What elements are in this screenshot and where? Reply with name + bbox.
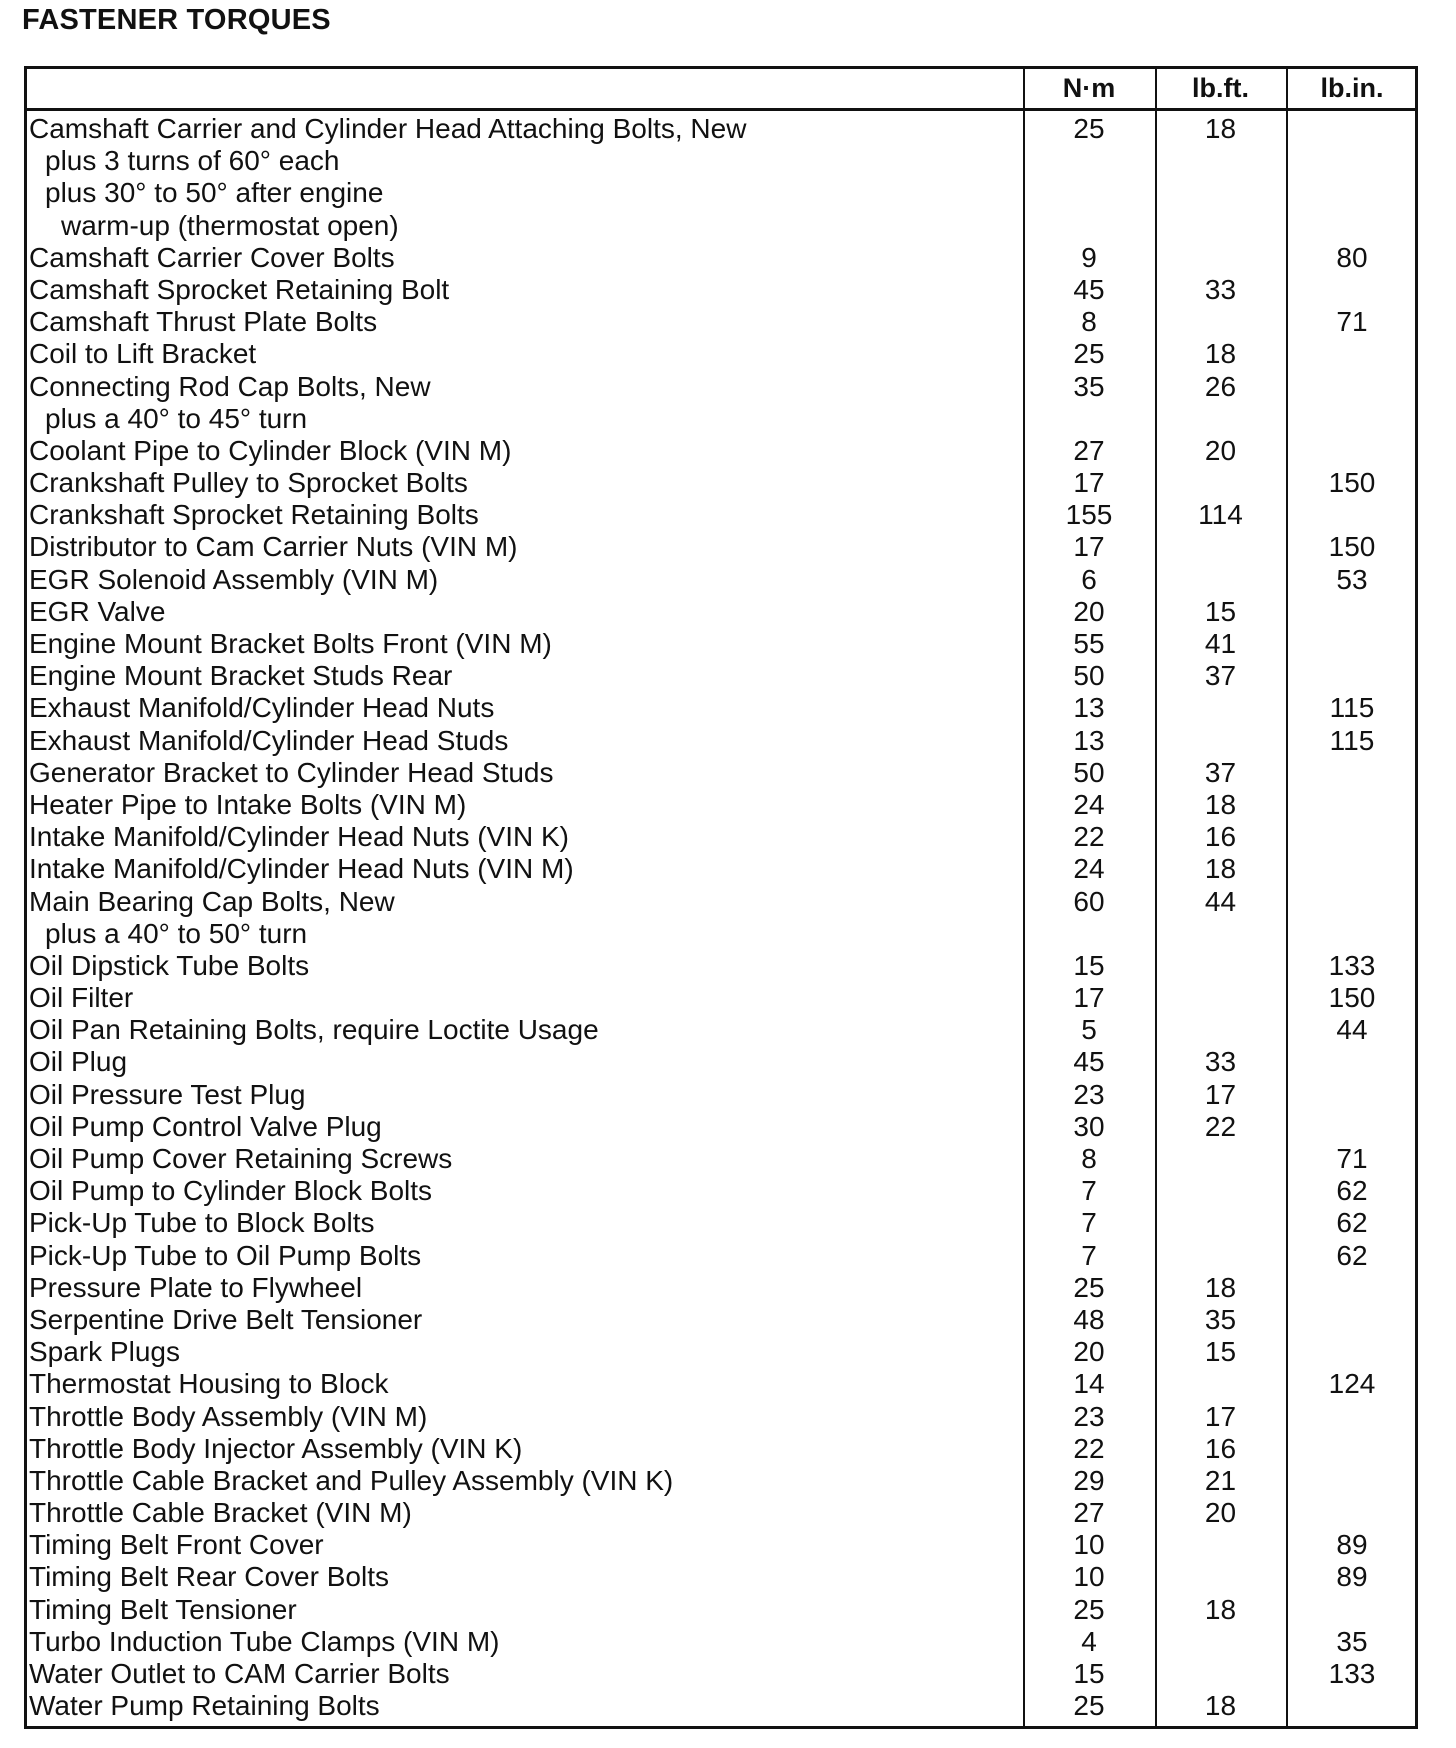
row-lbin-value: 62 [1336,1175,1368,1207]
row-lbft-value: 18 [1204,1690,1237,1722]
row-description: Oil Pan Retaining Bolts, require Loctite Usage [29,1014,599,1046]
row-description: Oil Pump Cover Retaining Screws [29,1143,453,1174]
row-lbft-value: 18 [1204,113,1237,144]
table-row [27,853,1415,885]
row-nm-value: 23 [1073,1400,1105,1432]
row-nm-value: 25 [1073,338,1105,370]
row-lbin-value: 150 [1328,467,1376,499]
row-description: Timing Belt Tensioner [29,1593,297,1625]
row-nm-value: 24 [1073,788,1105,820]
row-description: Throttle Cable Bracket (VIN M) [29,1497,412,1529]
table-row [27,210,1415,242]
row-nm-value: 10 [1073,1529,1105,1561]
table-row [27,306,1415,338]
row-nm-value: 155 [1065,499,1113,531]
row-lbft-value: 26 [1204,370,1237,402]
row-lbft-value: 16 [1204,821,1237,853]
row-lbft-value: 37 [1204,660,1237,692]
row-nm-value: 6 [1081,563,1097,595]
row-description: Engine Mount Bracket Bolts Front (VIN M) [29,628,552,659]
row-lbin-value: 44 [1336,1014,1368,1046]
table-row [27,403,1415,435]
row-nm-value: 27 [1073,434,1105,466]
row-nm-value: 9 [1081,241,1097,273]
row-description: plus a 40° to 50° turn [45,917,308,949]
row-description: Throttle Cable Bracket and Pulley Assembly (VIN K) [29,1464,674,1496]
row-description: Spark Plugs [29,1336,180,1368]
table-row [27,338,1415,370]
row-lbin-value: 71 [1336,306,1368,338]
table-row [27,1111,1415,1143]
row-description: plus 3 turns of 60° each [45,145,340,177]
row-nm-value: 8 [1081,306,1097,338]
row-description: Connecting Rod Cap Bolts, New [29,370,431,402]
row-lbin-value: 62 [1336,1207,1368,1239]
table-row [27,1626,1415,1658]
row-nm-value: 4 [1081,1625,1097,1657]
table-row [27,1529,1415,1561]
row-description: Exhaust Manifold/Cylinder Head Studs [29,724,509,756]
table-row [27,692,1415,724]
table-row [27,467,1415,499]
row-lbin-value: 150 [1328,982,1376,1014]
row-description: Timing Belt Rear Cover Bolts [29,1561,389,1593]
row-description: Turbo Induction Tube Clamps (VIN M) [29,1625,500,1657]
table-row [27,596,1415,628]
row-lbft-value: 114 [1198,499,1243,531]
row-lbin-value: 62 [1336,1239,1368,1271]
row-description: Camshaft Sprocket Retaining Bolt [29,273,450,305]
row-nm-value: 5 [1081,1014,1097,1046]
table-row [27,725,1415,757]
row-description: Pick-Up Tube to Oil Pump Bolts [29,1239,422,1271]
row-lbft-value: 15 [1204,1336,1237,1368]
row-nm-value: 45 [1073,1046,1105,1078]
row-nm-value: 17 [1073,531,1105,563]
row-description: warm-up (thermostat open) [61,209,399,241]
row-nm-value: 15 [1073,1658,1105,1689]
row-description: Coil to Lift Bracket [29,338,257,370]
row-lbin-value: 71 [1336,1143,1368,1174]
row-nm-value: 13 [1073,724,1105,756]
row-nm-value: 30 [1073,1110,1105,1142]
table-row [27,628,1415,660]
table-row [27,1561,1415,1593]
table-row [27,1368,1415,1400]
row-lbin-value: 89 [1336,1561,1368,1593]
row-lbin-value: 53 [1336,563,1368,595]
table-row [27,145,1415,177]
row-nm-value: 50 [1073,660,1105,692]
row-description: Crankshaft Pulley to Sprocket Bolts [29,467,468,499]
row-description: Thermostat Housing to Block [29,1368,389,1400]
table-row [27,1240,1415,1272]
table-row [27,1304,1415,1336]
row-lbft-value: 18 [1204,853,1237,885]
table-row [27,531,1415,563]
table-row [27,821,1415,853]
row-description: Pressure Plate to Flywheel [29,1271,363,1303]
row-lbin-value: 150 [1328,531,1376,563]
table-row [27,1143,1415,1175]
table-row [27,1272,1415,1304]
row-description: Oil Pump Control Valve Plug [29,1110,382,1142]
row-nm-value: 17 [1073,467,1105,499]
table-row [27,789,1415,821]
row-description: Oil Dipstick Tube Bolts [29,949,310,981]
table-row [27,660,1415,692]
torque-table [24,66,1418,1729]
row-nm-value: 24 [1073,853,1105,885]
row-lbin-value: 124 [1328,1368,1376,1400]
table-row [27,886,1415,918]
row-nm-value: 15 [1073,949,1105,981]
row-lbft-value: 22 [1204,1110,1237,1142]
row-lbft-value: 15 [1204,595,1237,627]
row-description: Camshaft Thrust Plate Bolts [29,306,378,338]
row-description: Water Outlet to CAM Carrier Bolts [29,1658,450,1689]
row-nm-value: 25 [1073,1593,1105,1625]
table-row [27,371,1415,403]
row-description: Heater Pipe to Intake Bolts (VIN M) [29,788,467,820]
row-lbin-value: 89 [1336,1529,1368,1561]
row-nm-value: 25 [1073,1271,1105,1303]
table-row [27,1079,1415,1111]
row-description: Camshaft Carrier and Cylinder Head Attaching Bolts, New [29,113,747,144]
row-nm-value: 29 [1073,1464,1105,1496]
row-nm-value: 50 [1073,756,1105,788]
row-nm-value: 7 [1081,1239,1097,1271]
row-nm-value: 22 [1073,1432,1105,1464]
row-description: EGR Solenoid Assembly (VIN M) [29,563,439,595]
row-nm-value: 7 [1081,1175,1097,1207]
table-row [27,1046,1415,1078]
row-description: Intake Manifold/Cylinder Head Nuts (VIN M) [29,853,574,885]
row-nm-value: 13 [1073,692,1105,724]
row-description: Exhaust Manifold/Cylinder Head Nuts [29,692,495,724]
column-header-lbin: lb.in. [1320,73,1384,103]
row-description: Timing Belt Front Cover [29,1529,324,1561]
row-description: Throttle Body Assembly (VIN M) [29,1400,428,1432]
row-nm-value: 20 [1073,595,1105,627]
row-nm-value: 25 [1073,113,1105,144]
row-description: Main Bearing Cap Bolts, New [29,885,395,917]
row-nm-value: 17 [1073,982,1105,1014]
row-lbft-value: 18 [1204,1271,1237,1303]
row-lbin-value: 115 [1329,692,1375,724]
row-lbft-value: 35 [1204,1303,1237,1335]
table-row [27,242,1415,274]
row-lbft-value: 18 [1204,788,1237,820]
row-lbft-value: 44 [1204,885,1237,917]
row-nm-value: 27 [1073,1497,1105,1529]
row-description: Oil Pressure Test Plug [29,1078,306,1110]
row-lbft-value: 33 [1204,273,1237,305]
row-lbft-value: 20 [1204,434,1237,466]
table-row [27,499,1415,531]
row-nm-value: 48 [1073,1303,1105,1335]
row-description: Oil Plug [29,1046,128,1078]
table-row [27,177,1415,209]
row-lbin-value: 35 [1336,1625,1368,1657]
column-header-lbft: lb.ft. [1192,73,1249,103]
table-row [27,950,1415,982]
table-row [27,757,1415,789]
row-lbft-value: 37 [1204,756,1237,788]
row-nm-value: 20 [1073,1336,1105,1368]
row-nm-value: 8 [1081,1143,1097,1174]
table-row [27,1401,1415,1433]
table-row [27,1497,1415,1529]
table-body [27,113,1415,1722]
header-divider [27,108,1415,111]
row-nm-value: 60 [1073,885,1105,917]
table-row [27,1465,1415,1497]
row-description: Intake Manifold/Cylinder Head Nuts (VIN K) [29,821,569,853]
row-nm-value: 35 [1073,370,1105,402]
row-lbft-value: 16 [1204,1432,1237,1464]
row-nm-value: 45 [1073,273,1105,305]
row-lbin-value: 133 [1328,949,1376,981]
table-row [27,1690,1415,1722]
row-description: EGR Valve [29,595,166,627]
row-description: plus 30° to 50° after engine [45,177,384,209]
table-row [27,1207,1415,1239]
row-lbft-value: 41 [1204,628,1237,659]
table-row [27,1014,1415,1046]
table-row [27,982,1415,1014]
row-lbft-value: 18 [1204,1593,1237,1625]
table-row [27,1433,1415,1465]
table-row [27,435,1415,467]
row-description: Pick-Up Tube to Block Bolts [29,1207,375,1239]
table-row [27,918,1415,950]
row-lbin-value: 115 [1329,724,1375,756]
column-header-nm: N·m [1062,73,1116,103]
row-nm-value: 22 [1073,821,1105,853]
row-nm-value: 14 [1073,1368,1105,1400]
row-description: Serpentine Drive Belt Tensioner [29,1303,423,1335]
row-lbft-value: 17 [1204,1400,1237,1432]
row-nm-value: 23 [1073,1078,1105,1110]
row-lbin-value: 133 [1328,1658,1376,1689]
row-description: Distributor to Cam Carrier Nuts (VIN M) [29,531,518,563]
row-description: Oil Filter [29,982,134,1014]
row-description: Generator Bracket to Cylinder Head Studs [29,756,554,788]
row-description: Coolant Pipe to Cylinder Block (VIN M) [29,434,512,466]
row-lbft-value: 20 [1204,1497,1237,1529]
table-row [27,113,1415,145]
row-description: plus a 40° to 45° turn [45,402,308,434]
row-lbft-value: 17 [1204,1078,1237,1110]
table-row [27,1336,1415,1368]
row-nm-value: 10 [1073,1561,1105,1593]
table-row [27,274,1415,306]
page-title: FASTENER TORQUES [22,4,331,36]
row-description: Engine Mount Bracket Studs Rear [29,660,453,692]
row-description: Water Pump Retaining Bolts [29,1690,380,1722]
table-row [27,1658,1415,1690]
row-description: Oil Pump to Cylinder Block Bolts [29,1175,433,1207]
row-description: Throttle Body Injector Assembly (VIN K) [29,1432,523,1464]
row-lbin-value: 80 [1336,241,1368,273]
row-lbft-value: 33 [1204,1046,1237,1078]
row-nm-value: 25 [1073,1690,1105,1722]
table-row [27,564,1415,596]
row-description: Camshaft Carrier Cover Bolts [29,241,395,273]
row-lbft-value: 18 [1204,338,1237,370]
table-row [27,1594,1415,1626]
row-nm-value: 55 [1073,628,1105,659]
row-description: Crankshaft Sprocket Retaining Bolts [29,499,479,531]
row-lbft-value: 21 [1204,1464,1237,1496]
row-nm-value: 7 [1081,1207,1097,1239]
table-row [27,1175,1415,1207]
